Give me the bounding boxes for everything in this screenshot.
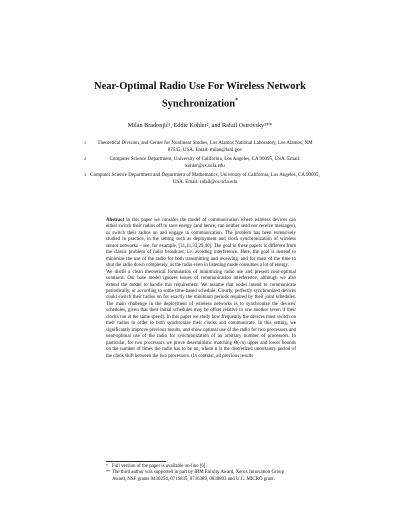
- abstract: [106, 218, 296, 360]
- footnote-2: [106, 470, 296, 483]
- affiliation-3: [84, 172, 320, 186]
- footnote-mark: **: [106, 469, 110, 475]
- affiliation-1: [84, 140, 320, 154]
- affiliation-2: [84, 156, 320, 170]
- affiliation-text: Theoretical Division, and Center for Nonlinear Studies, Los Alamos National Laboratory, Los Alamos, NM 87545, USA. Email: milan@lanl.gov: [97, 141, 313, 153]
- affiliation-number: 1: [84, 140, 86, 145]
- author-list: Milan Bradonjić¹, Eddie Kohler², and Rafail Ostrovsky³**: [127, 122, 273, 129]
- footnotes: [106, 464, 296, 483]
- affiliations: [84, 140, 320, 188]
- footnote-text: The third author was supported in part by IBM Faculty Award, Xerox Innovation Group Award, NSF grants 0430254, 0716835, 0716389, 0830803 and U.C. MICRO grant.: [112, 470, 285, 482]
- abstract-paragraph-2: We distill a clean theoretical formulation of minimizing radio use and present near-optimal solutions. Our base model ignores issues of communication interference, although we also extend the model to handle this requirement. We assume that nodes intend to communicate periodically, or according to some time-based schedule. Clearly, perfectly synchronized devices could switch their radios on for exactly the minimum periods required by their joint schedules. The main challenge in the deployment of wireless networks is to synchronize the devices' schedules, given that their initial schedules may be offset relative to one another (even if their clocks run at the same speed). In this paper we study how frequently the devices must switch on their radios in order to both synchronize their clocks and communicate. In this setting, we significantly improve previous results, and show optimal use of the radio for two processors and near-optimal use of the radio for synchronization of an arbitrary number of processors. In particular, for two processors we prove deterministic matching Θ(√n) upper and lower bounds on the number of times the radio has to be on, where n is the discretized uncertainty period of the clock shift between the two processors. (In contrast, all previous results: [106, 269, 296, 359]
- abstract-paragraph-1: [106, 218, 296, 270]
- title-text: Near-Optimal Radio Use For Wireless Network Synchronization: [93, 81, 306, 110]
- affiliation-number: 2: [84, 156, 86, 161]
- affiliation-text: Computer Science Department and Department of Mathematics, University of California, Los Angeles, CA 90095, USA. Email: rafail@cs.ucla.edu: [90, 173, 320, 185]
- abstract-label: Abstract: [106, 218, 125, 223]
- footnote-rule: [106, 461, 166, 462]
- affiliation-text: Computer Science Department, University of California, Los Angeles, CA 90095, USA. Email: kohler@cs.ucla.edu: [109, 157, 301, 169]
- title-footnote-mark: *: [235, 98, 239, 104]
- affiliation-number: 3: [84, 172, 86, 177]
- footnote-text: Full version of the paper is available on-line [6].: [112, 464, 207, 469]
- abstract-text-1: In this paper we consider the model of communication where wireless devices can either switch their radios off to save energy (and hence, can neither send nor receive messages), or switch their radios on and engage in communication. The problem has been extensively studied in practice, in the setting such as deployment and clock synchronization of wireless sensor networks – see, for example, [31,41,33,29,40]. The goal in these papers is different from the classic problem of radio broadcast, i.e. avoiding interference. Here, the goal is instead to minimize the use of the radio for both transmitting and receiving, and for most of the time to shut the radio down completely, as the radio even in listening mode consumes a lot of energy.: [106, 218, 296, 269]
- footnote-mark: *: [106, 463, 108, 468]
- paper-title: [60, 80, 340, 112]
